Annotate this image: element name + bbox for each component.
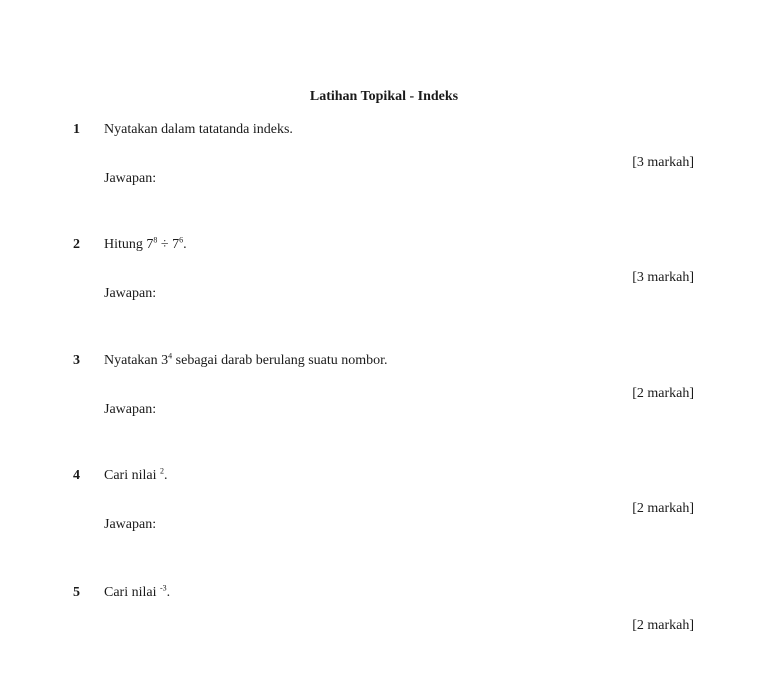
question-marks: [2 markah] — [632, 618, 694, 633]
question-text-part: Cari nilai — [104, 585, 160, 600]
answer-label: Jawapan: — [104, 402, 157, 417]
answer-label: Jawapan: — [104, 517, 157, 532]
question-text — [104, 585, 170, 601]
question-text-part: . — [183, 237, 187, 252]
question-text-part: . — [164, 468, 168, 483]
question-1 — [0, 122, 768, 222]
question-number: 5 — [73, 585, 80, 600]
exponent: 8 — [153, 235, 158, 245]
page-title: Latihan Topikal - Indeks — [309, 89, 459, 104]
question-marks: [2 markah] — [632, 386, 694, 401]
exponent: 4 — [168, 351, 173, 361]
question-text-part: . — [166, 585, 171, 600]
question-text-part: ÷ 7 — [157, 237, 180, 252]
question-text-part: Nyatakan 3 — [104, 353, 169, 368]
question-text — [104, 237, 187, 253]
question-4 — [0, 468, 768, 568]
question-3 — [0, 353, 768, 453]
question-text — [104, 468, 168, 484]
question-number: 4 — [73, 468, 80, 483]
answer-label: Jawapan: — [104, 286, 157, 301]
exponent: -3 — [160, 583, 167, 593]
question-text-part: Nyatakan dalam tatatanda indeks. — [104, 122, 293, 137]
answer-label: Jawapan: — [104, 171, 157, 186]
question-number: 2 — [73, 237, 80, 252]
question-text-part: sebagai darab berulang suatu nombor. — [172, 353, 388, 368]
question-marks: [3 markah] — [632, 270, 694, 285]
question-marks: [3 markah] — [632, 155, 694, 170]
exponent: 6 — [179, 235, 184, 245]
question-text-part: Hitung 7 — [104, 237, 154, 252]
question-text — [104, 353, 388, 369]
question-5 — [0, 585, 768, 685]
question-2 — [0, 237, 768, 337]
question-text — [104, 122, 293, 138]
question-marks: [2 markah] — [632, 501, 694, 516]
question-text-part: Cari nilai — [104, 468, 160, 483]
question-number: 1 — [73, 122, 80, 137]
exponent: 2 — [160, 466, 164, 476]
question-number: 3 — [73, 353, 80, 368]
